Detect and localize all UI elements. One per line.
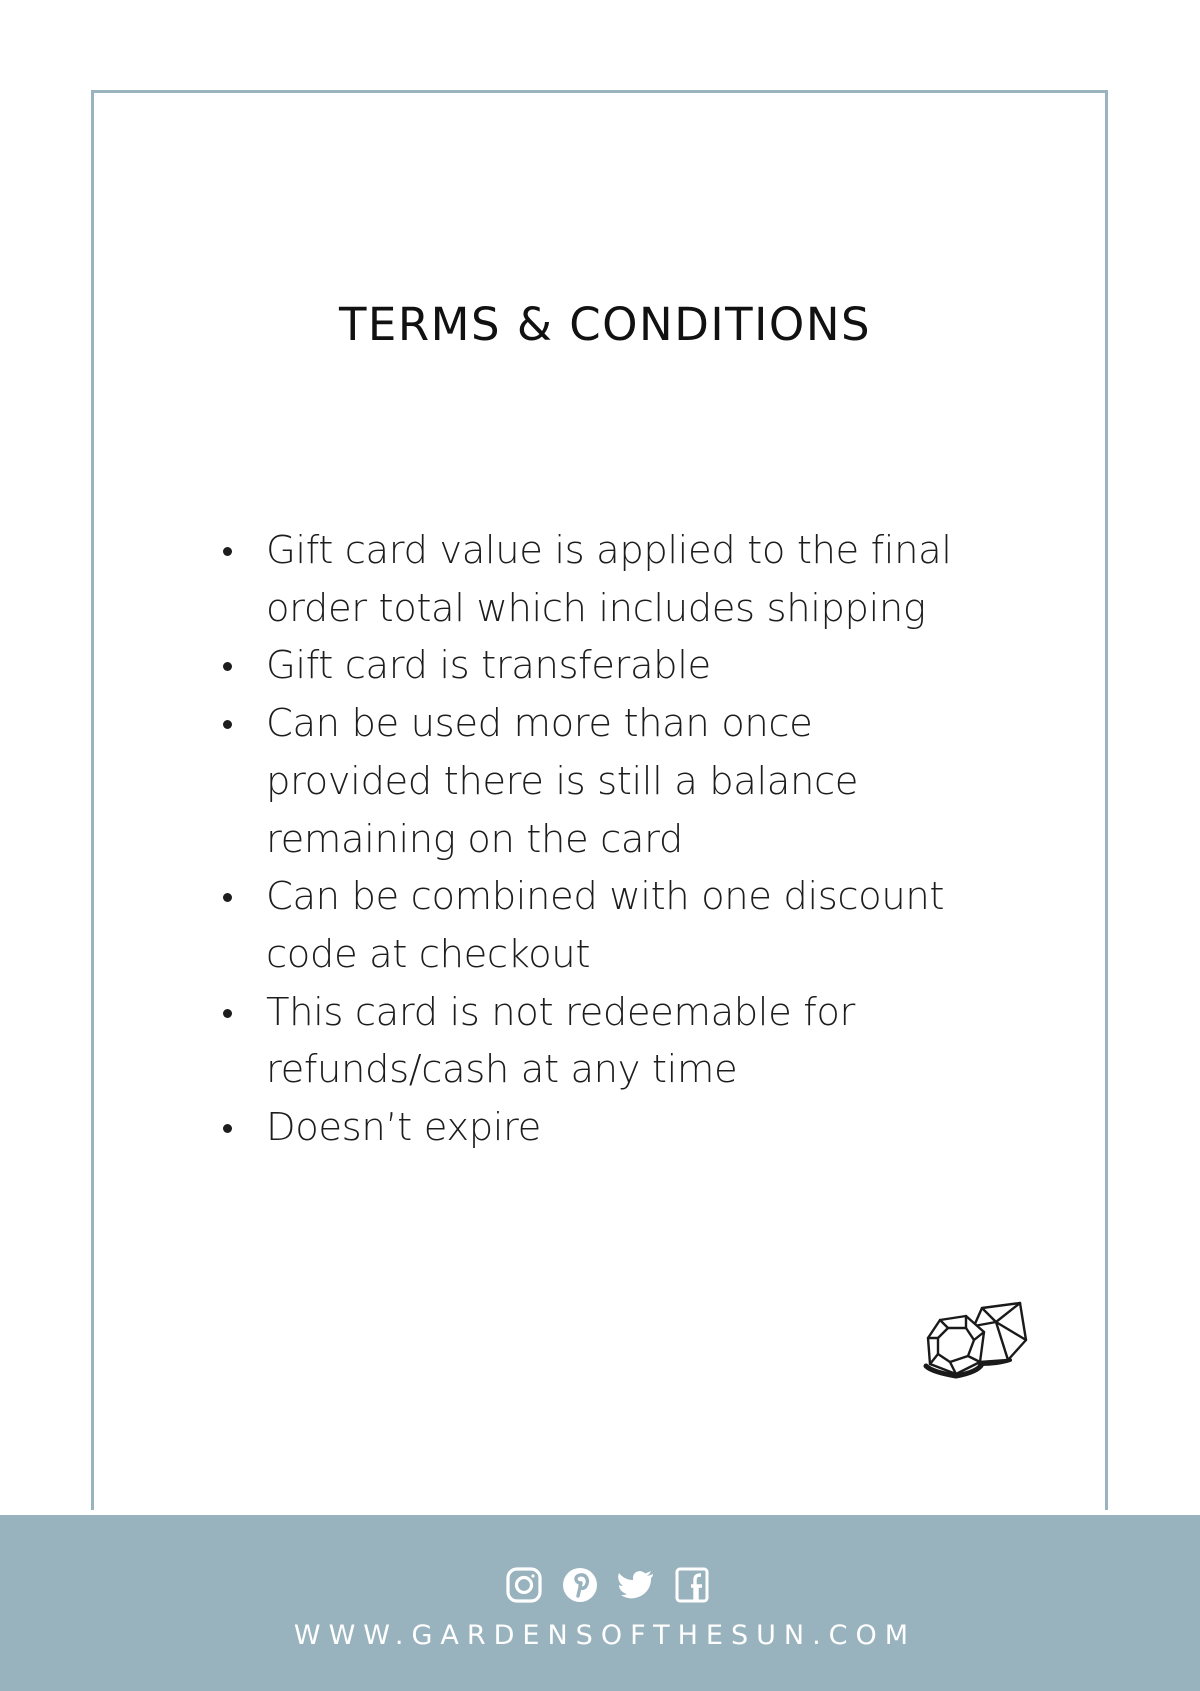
bullet-icon <box>223 662 232 671</box>
page-title: TERMS & CONDITIONS <box>338 298 872 351</box>
term-item <box>220 1099 960 1157</box>
bullet-icon <box>223 720 232 729</box>
term-line: remaining on the card <box>266 816 683 862</box>
instagram-icon[interactable] <box>505 1566 543 1604</box>
social-links <box>505 1566 711 1606</box>
term-item <box>220 695 960 868</box>
term-item <box>220 984 960 1099</box>
term-item <box>220 637 960 695</box>
term-line: Gift card value is applied to the final <box>266 528 952 573</box>
term-line: This card is not redeemable for <box>266 989 855 1035</box>
term-line: Can be used more than once <box>266 701 813 747</box>
bullet-icon <box>223 547 232 556</box>
website-url[interactable]: WWW.GARDENSOFTHESUN.COM <box>293 1620 917 1651</box>
term-line: code at checkout <box>266 931 591 977</box>
term-line: Doesn’t expire <box>266 1105 541 1151</box>
term-line: refunds/cash at any time <box>266 1047 738 1093</box>
term-line: provided there is still a balance <box>266 758 859 804</box>
term-line: Gift card is transferable <box>266 643 711 689</box>
crystal-gems-icon <box>922 1300 1030 1380</box>
facebook-icon[interactable] <box>673 1566 711 1604</box>
term-line: Can be combined with one discount <box>266 874 945 920</box>
term-line: order total which includes shipping <box>266 585 926 631</box>
term-item <box>220 522 960 637</box>
pinterest-icon[interactable] <box>561 1566 599 1604</box>
bullet-icon <box>223 893 232 902</box>
terms-list <box>220 522 960 1157</box>
bullet-icon <box>223 1009 232 1018</box>
bullet-icon <box>223 1124 232 1133</box>
term-item <box>220 868 960 983</box>
twitter-icon[interactable] <box>617 1566 655 1604</box>
